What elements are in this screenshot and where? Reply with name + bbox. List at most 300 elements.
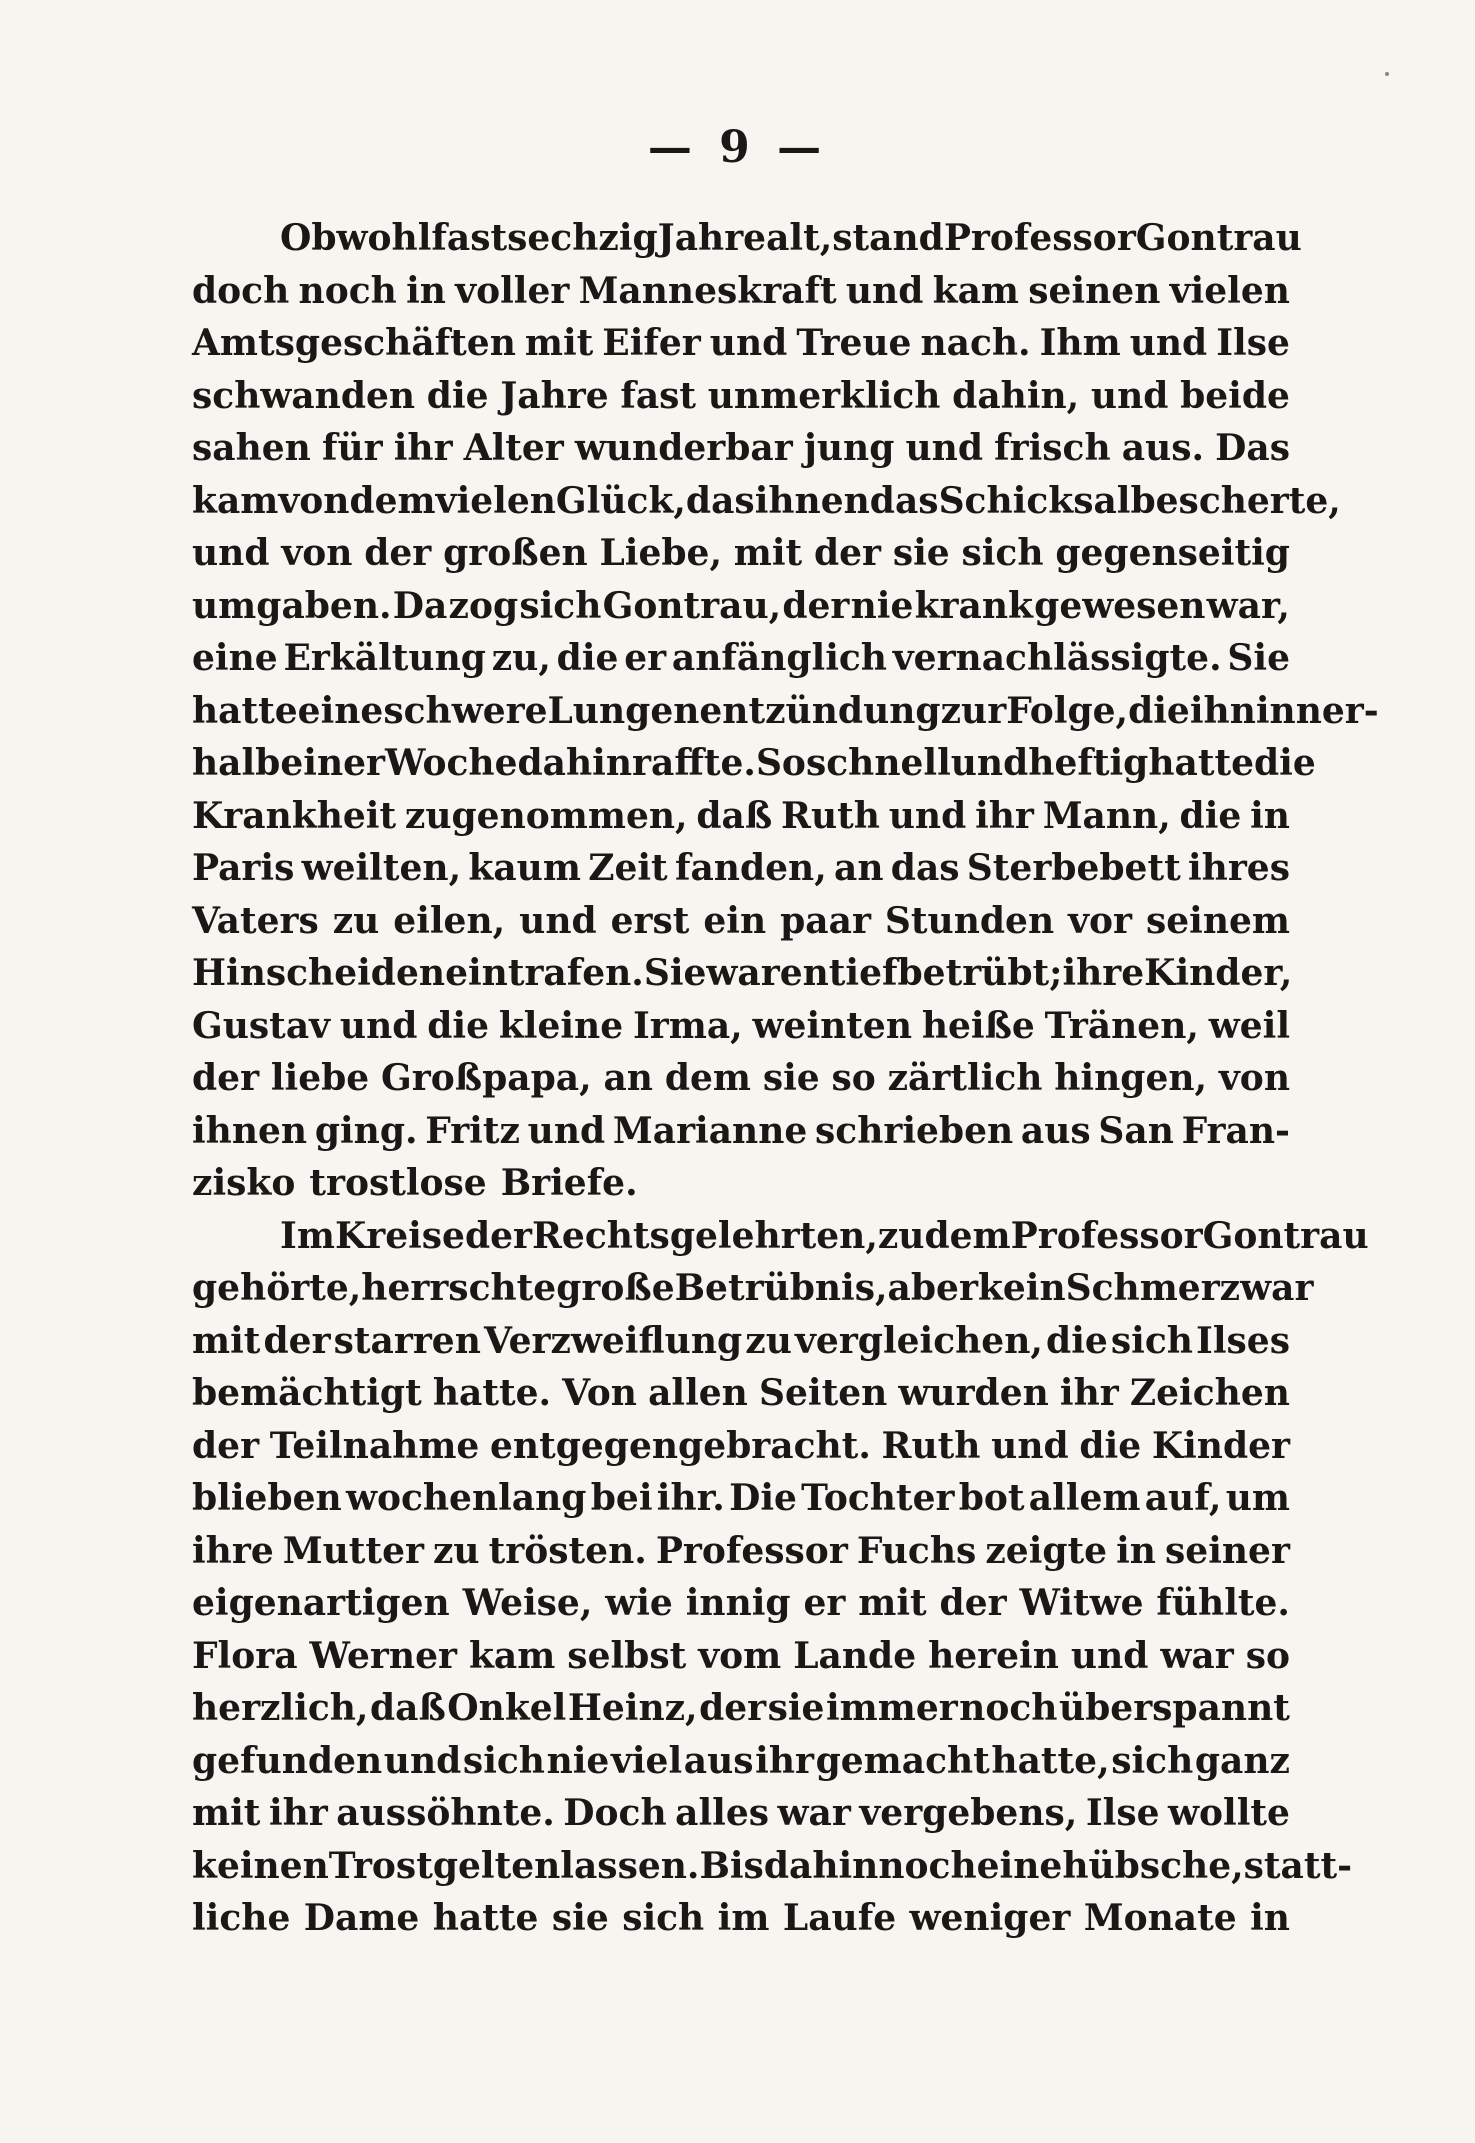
word: kam — [468, 1634, 556, 1677]
word: Stunden — [884, 899, 1055, 942]
word: Sie — [1227, 637, 1290, 679]
word: Laufe — [782, 1897, 897, 1939]
word: die — [1128, 689, 1190, 732]
word: alles — [675, 1792, 770, 1834]
word: in — [1250, 794, 1290, 837]
word: in — [406, 269, 446, 312]
word: ihn — [1189, 689, 1256, 732]
text-line — [192, 1420, 1290, 1473]
word: trostlose — [309, 1162, 487, 1204]
word: einer — [280, 742, 385, 784]
word: anfänglich — [671, 637, 887, 679]
word: daß — [696, 794, 773, 837]
word: erst — [610, 899, 690, 942]
word: schrieben — [815, 1109, 1014, 1152]
word: der — [939, 1582, 1007, 1624]
word: dahinraffte. — [517, 742, 756, 784]
word: sie — [551, 1897, 609, 1939]
word: zu — [332, 899, 380, 942]
word: Erkältung — [283, 637, 486, 679]
word: immer — [825, 1687, 958, 1729]
word: dahin — [763, 1844, 879, 1887]
word: aber — [887, 1267, 978, 1309]
word: krank — [914, 584, 1033, 627]
word: trösten. — [488, 1529, 647, 1572]
word: an — [603, 1057, 653, 1099]
text-line — [192, 632, 1290, 685]
word: blieben — [192, 1477, 342, 1519]
word: kam — [932, 269, 1020, 312]
word: der — [192, 1057, 260, 1099]
word: inner- — [1255, 689, 1379, 732]
word: gegenseitig — [1055, 532, 1290, 574]
word: Gontrau — [1202, 1214, 1369, 1257]
word: sahen — [192, 427, 311, 469]
word: und — [1090, 374, 1169, 417]
word: sie — [767, 1687, 825, 1729]
word: beide — [1180, 374, 1290, 417]
word: eigenartigen — [192, 1582, 450, 1624]
word: zärtlich — [887, 1057, 1043, 1099]
word: heftig — [1028, 742, 1149, 784]
word: Rechtsgelehrten, — [532, 1214, 878, 1257]
word: ihr — [755, 1739, 814, 1782]
word: mit — [858, 1582, 927, 1624]
word: um — [1225, 1477, 1290, 1519]
word: Ilse — [1085, 1792, 1160, 1834]
text-line — [192, 1472, 1290, 1525]
word: schwanden — [192, 374, 416, 417]
word: Amtsgeschäften — [192, 322, 516, 364]
word: kaum — [468, 847, 581, 889]
text-line — [192, 580, 1290, 633]
text-line — [192, 1840, 1353, 1893]
word: in — [1116, 1529, 1156, 1572]
word: Alter — [463, 427, 564, 469]
word: und — [527, 1109, 606, 1152]
word: hingen, — [1054, 1057, 1208, 1099]
word: seinen — [1028, 269, 1161, 312]
corner-speck — [1385, 72, 1389, 76]
word: Ruth — [881, 1424, 981, 1467]
text-line — [192, 1052, 1290, 1105]
word: sich — [1111, 1739, 1194, 1782]
word: weil — [1208, 1004, 1290, 1047]
word: stand — [832, 217, 944, 259]
word: mit — [192, 1319, 261, 1362]
word: eilen, — [393, 899, 506, 942]
word: vernachlässigte. — [892, 637, 1222, 679]
word: Zeichen — [1129, 1372, 1290, 1414]
word: Ruth — [781, 794, 880, 837]
word: so — [831, 1057, 876, 1099]
word: keinen — [192, 1844, 329, 1887]
word: hübsche, — [1062, 1844, 1244, 1887]
text-line — [192, 1000, 1290, 1053]
word: hatte. — [432, 1372, 552, 1414]
word: daß — [369, 1687, 446, 1729]
word: großen — [443, 532, 588, 574]
text-line — [192, 527, 1290, 580]
word: Irma, — [632, 1004, 743, 1047]
word: aus. — [1121, 427, 1205, 469]
text-line — [192, 1577, 1290, 1630]
word: die — [427, 1004, 490, 1047]
word: fast — [431, 217, 508, 259]
word: dahin, — [952, 374, 1080, 417]
word: fast — [620, 374, 697, 417]
word: sich — [961, 532, 1044, 574]
word: Marianne — [612, 1109, 808, 1152]
word: gelten — [432, 1844, 561, 1887]
word: dem — [349, 479, 436, 522]
word: und — [339, 1004, 418, 1047]
word: Von — [562, 1372, 637, 1414]
word: Doch — [563, 1792, 667, 1834]
word: zu — [745, 1319, 792, 1362]
word: gehörte, — [192, 1267, 362, 1309]
word: Onkel — [447, 1687, 567, 1729]
word: dem — [924, 1214, 1011, 1257]
word: der — [464, 1214, 532, 1257]
word: dem — [664, 1057, 751, 1099]
word: statt- — [1243, 1844, 1353, 1887]
word: Im — [280, 1214, 335, 1257]
word: ging. — [314, 1109, 418, 1152]
word: bemächtigt — [192, 1372, 422, 1414]
word: die — [1179, 794, 1242, 837]
word: und — [519, 899, 597, 942]
text-line — [192, 1157, 1290, 1210]
word: starren — [333, 1319, 481, 1362]
word: Glück, — [555, 479, 686, 522]
text-line — [192, 422, 1290, 475]
word: So — [755, 742, 806, 784]
word: allen — [648, 1372, 748, 1414]
text-line — [192, 1630, 1290, 1683]
word: alt, — [766, 217, 833, 259]
word: im — [717, 1897, 770, 1939]
word: und — [192, 532, 270, 574]
text-line — [192, 737, 1316, 790]
word: vielen — [1169, 269, 1290, 312]
text-line — [192, 895, 1290, 948]
text-line — [192, 842, 1290, 895]
word: sich — [622, 1897, 705, 1939]
text-line — [192, 947, 1293, 1000]
word: mit — [192, 1792, 261, 1834]
word: sie — [762, 1057, 820, 1099]
word: hatte — [192, 689, 298, 732]
word: von — [1218, 1057, 1290, 1099]
word: sechzig — [507, 217, 658, 259]
word: sich — [519, 584, 602, 627]
word: Schicksal — [938, 479, 1131, 522]
word: unmerklich — [707, 374, 941, 417]
word: für — [321, 427, 383, 469]
word: war — [777, 1792, 851, 1834]
word: Die — [729, 1477, 797, 1519]
word: an — [834, 847, 884, 889]
word: sie — [892, 532, 950, 574]
word: wunderbar — [574, 427, 793, 469]
word: tief — [828, 952, 898, 994]
word: ihnen — [754, 479, 870, 522]
body-text — [192, 212, 1379, 1945]
word: bot — [958, 1477, 1025, 1519]
text-line — [192, 1367, 1290, 1420]
word: zu — [432, 1529, 480, 1572]
word: Gustav — [192, 1004, 331, 1047]
word: Jahre — [657, 217, 767, 259]
word: bei — [590, 1477, 653, 1519]
word: Hinscheiden — [192, 952, 446, 994]
word: Zeit — [588, 847, 668, 889]
word: das — [890, 847, 960, 889]
word: Großpapa, — [381, 1057, 592, 1099]
word: ihnen — [192, 1109, 308, 1152]
word: in — [1250, 1897, 1290, 1939]
word: vom — [698, 1634, 782, 1677]
word: Lungenentzündung — [547, 689, 941, 732]
word: auf, — [1144, 1477, 1222, 1519]
text-line — [192, 1735, 1290, 1788]
word: Kreise — [334, 1214, 465, 1257]
word: bescherte, — [1130, 479, 1341, 522]
word: ihr — [268, 1792, 328, 1834]
word: Kinder, — [1144, 952, 1293, 994]
word: seiner — [1165, 1529, 1290, 1572]
word: halb — [192, 742, 281, 784]
word: noch — [878, 1844, 977, 1887]
word: Ihm — [1039, 322, 1121, 364]
word: mit — [733, 532, 803, 574]
text-line — [192, 1105, 1290, 1158]
word: San — [1098, 1109, 1174, 1152]
word: und — [709, 322, 788, 364]
word: Professor — [1010, 1214, 1203, 1257]
word: nie — [850, 584, 914, 627]
word: noch — [959, 1687, 1058, 1729]
word: Ilse — [1216, 322, 1290, 364]
text-line — [192, 1682, 1290, 1735]
word: Tränen, — [1044, 1004, 1199, 1047]
word: aus — [683, 1739, 754, 1782]
text-line — [192, 1210, 1369, 1263]
word: Fran- — [1181, 1109, 1290, 1152]
word: lassen. — [560, 1844, 700, 1887]
word: eine — [976, 1844, 1063, 1887]
word: der — [782, 584, 850, 627]
word: und — [845, 269, 924, 312]
text-line — [192, 1892, 1290, 1945]
word: wie — [605, 1582, 673, 1624]
word: gewesen — [1034, 584, 1206, 627]
word: der — [192, 1424, 260, 1467]
word: sich — [462, 1739, 545, 1782]
word: Witwe — [1019, 1582, 1144, 1624]
word: Mann, — [1042, 794, 1171, 837]
word: der — [699, 1687, 767, 1729]
word: ihr — [1059, 1372, 1119, 1414]
word: gemacht — [815, 1739, 990, 1782]
word: von — [281, 532, 353, 574]
word: Trost — [328, 1844, 433, 1887]
text-line — [192, 212, 1302, 265]
word: Kinder — [1151, 1424, 1290, 1467]
page-number: — 9 — — [647, 122, 828, 173]
word: jung — [803, 427, 895, 469]
word: Tochter — [801, 1477, 955, 1519]
word: weinten — [752, 1004, 912, 1047]
word: paar — [780, 899, 871, 942]
word: innig — [685, 1582, 791, 1624]
word: wochenlang — [345, 1477, 587, 1519]
word: aussöhnte. — [336, 1792, 555, 1834]
word: ihr — [393, 427, 453, 469]
word: liche — [192, 1897, 291, 1939]
word: Vaters — [192, 899, 319, 942]
word: Jahre — [500, 374, 609, 417]
text-line — [192, 475, 1341, 528]
text-line — [192, 370, 1290, 423]
word: Woche — [384, 742, 518, 784]
word: Da — [392, 584, 448, 627]
text-line — [192, 265, 1290, 318]
word: Ilses — [1196, 1319, 1290, 1362]
word: ihr. — [656, 1477, 725, 1519]
word: die — [1254, 742, 1316, 784]
word: ihr — [975, 794, 1034, 837]
word: Heinz, — [567, 1687, 698, 1729]
word: ihre — [1062, 952, 1145, 994]
word: Schmerz — [1065, 1267, 1241, 1309]
word: der — [813, 532, 882, 574]
word: Folge, — [1006, 689, 1129, 732]
word: eintrafen. — [445, 952, 644, 994]
word: und — [905, 427, 984, 469]
word: seinem — [1145, 899, 1290, 942]
word: und — [383, 1739, 462, 1782]
word: Briefe. — [500, 1162, 638, 1204]
word: ihres — [1187, 847, 1290, 889]
word: schnell — [805, 742, 951, 784]
word: das — [685, 479, 755, 522]
word: Treue — [796, 322, 912, 364]
text-line — [192, 790, 1290, 843]
word: fühlte. — [1156, 1582, 1290, 1624]
word: vergleichen, — [795, 1319, 1043, 1362]
word: Werner — [309, 1634, 457, 1677]
word: nach. — [920, 322, 1031, 364]
word: Krankheit — [192, 794, 397, 837]
word: hatte, — [991, 1739, 1110, 1782]
word: weilten, — [301, 847, 462, 889]
text-line — [192, 685, 1379, 738]
word: Professor — [943, 217, 1136, 259]
word: und — [950, 742, 1029, 784]
word: war — [1160, 1634, 1234, 1677]
word: Mutter — [282, 1529, 424, 1572]
word: betrübt; — [897, 952, 1063, 994]
word: allem — [1028, 1477, 1141, 1519]
word: Professor — [655, 1529, 848, 1572]
word: der — [263, 1319, 331, 1362]
word: Fritz — [425, 1109, 520, 1152]
word: Sie — [643, 952, 707, 994]
word: zur — [940, 689, 1007, 732]
word: Lande — [793, 1634, 917, 1677]
word: frisch — [994, 427, 1111, 469]
word: nie — [546, 1739, 610, 1782]
word: zu — [877, 1214, 925, 1257]
word: umgaben. — [192, 584, 392, 627]
word: und — [1070, 1634, 1149, 1677]
word: sich — [1110, 1319, 1193, 1362]
word: Paris — [192, 847, 295, 889]
word: vor — [1068, 899, 1132, 942]
word: herzlich, — [192, 1687, 369, 1729]
word: zisko — [192, 1162, 296, 1204]
word: viel — [610, 1739, 683, 1782]
word: und — [1129, 322, 1208, 364]
word: Manneskraft — [578, 269, 837, 312]
word: Das — [1215, 427, 1290, 469]
word: Fuchs — [856, 1529, 977, 1572]
word: er — [624, 637, 667, 679]
word: das — [869, 479, 939, 522]
text-line — [192, 1525, 1290, 1578]
word: waren — [706, 952, 829, 994]
text-line — [192, 1315, 1290, 1368]
word: Teilnahme — [269, 1424, 480, 1467]
word: selbst — [567, 1634, 687, 1677]
text-line — [192, 317, 1290, 370]
word: Seiten — [758, 1372, 888, 1414]
word: er — [803, 1582, 846, 1624]
word: gefunden — [192, 1739, 383, 1782]
word: eine — [192, 637, 278, 679]
word: herrschte — [361, 1267, 557, 1309]
word: heiße — [921, 1004, 1035, 1047]
word: herein — [928, 1634, 1059, 1677]
word: Dame — [303, 1897, 420, 1939]
word: so — [1245, 1634, 1290, 1677]
word: kein — [977, 1267, 1066, 1309]
word: voller — [455, 269, 570, 312]
word: vergebens, — [859, 1792, 1078, 1834]
word: zeigte — [985, 1529, 1108, 1572]
word: die — [1079, 1424, 1142, 1467]
word: doch — [192, 269, 290, 312]
text-line — [192, 1262, 1314, 1315]
word: Liebe, — [599, 532, 722, 574]
word: ihre — [192, 1529, 274, 1572]
word: die — [1046, 1319, 1108, 1362]
word: hatte — [1148, 742, 1254, 784]
word: überspannt — [1058, 1687, 1290, 1729]
word: war, — [1206, 584, 1290, 627]
word: und — [888, 794, 967, 837]
word: kam — [192, 479, 279, 522]
word: zog — [448, 584, 519, 627]
word: Sterbebett — [966, 847, 1181, 889]
word: der — [364, 532, 432, 574]
word: Gontrau, — [602, 584, 782, 627]
word: Weise, — [462, 1582, 593, 1624]
word: liebe — [270, 1057, 370, 1099]
word: wollte — [1168, 1792, 1290, 1834]
